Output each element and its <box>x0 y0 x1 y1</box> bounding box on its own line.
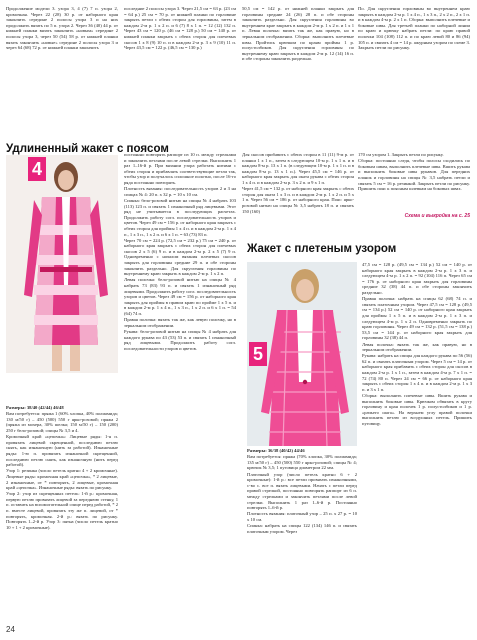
back-paragraph: Спинка: набрать на спицы 122 (134) 146 п. и связать платочным узором. Через <box>247 523 357 534</box>
paragraph: 170 см узором 1. Закрыть петли по рисунку. <box>358 152 444 157</box>
selvedge-paragraph: Кромочный край «цепочка»: Лицевые ряды: 1-я п. провязать лицевой скрещенной, последнюю петлю снять, как изнаночную (нить за работой). Изнаночные ряды: 1-ю п. провязать изнаночной скрещенной, последнюю петлю снять, как изнаночную (нить перед работой). <box>6 434 118 468</box>
paragraph: Рукава: бело-розовой нитью на спицы № 4 набрать для каждого рукава по 43 (53) 53 п. и связать 1 изнаночный ряд лицевыми. Продолжить работу согл. последовательности узоров и цветов. <box>124 328 236 351</box>
paragraph: Правая полочка: вязать так же, как левую полочку, но в зеркальном отображении. <box>124 317 236 328</box>
paragraph: 47,5 см = 128 р. (49,5 см = 134 р.) 52 см = 140 р. от наборного края закрыть в каждом 2-м р. 1 х 3 п. и следующем 4-м р. 1 х 2 п. = 92 (104) 116 п. Через 65 см = 176 р. от наборного края закрыть для горловины средние 32 (38) 44 п. и обе стороны закончить раздельно. <box>362 262 472 295</box>
paragraph: Левая полочка: бело-розовой нитью на спицы № 4 набрать 73 (83) 93 п. и связать 1 изнаночный ряд лицевыми. Продолжить работу согл. последовательность узоров и цветов. Через 49 см = 156 р. от наборного края закрыть для проймы в правом краю по пройме 1 х 5 п. и в каждом 2-м р. 1 х 4 п., 1 х 3 п., 1 х 2 п. и 6 х 1 п. = 54 (64) 74 п. <box>124 277 236 316</box>
section-title-braided-jacket: Жакет с плетеным узором <box>247 243 397 255</box>
model-number-badge: 5 <box>249 342 267 366</box>
paragraph: Правая полочка: набрать на спицы 62 (68) 74 п. и связать платочным узором. Через 47,5 см = 128 р. (49,5 см = 134 р.) 52 см = 140 р. от наборного края закрыть для проймы 1 х 5 п. и в каждом 2-м р. 1 х 3 п. и следующем 4-м р. 1 х 2 п. Одновременно закрыть по краю горловины. Через 49 см = 132 р. (51,5 см = 138 р.) 53,5 см = 144 р. от наборного края закрыть для горловины 32 (38) 44 п. <box>362 296 472 341</box>
pattern-paragraph: Платочный узор (число петель кратно 6 + 2 кромочные): 1-й р.: все петли провязать изнаночными, с-во с. все п. вязать лицевыми. Начать с петли перед правой стрелкой, постоянно повторять раппорт из 6 п. между стрелками и закончить петлями после левой стрелки. Выполнить 1 раз 1–6-й р. Постоянно повторять 1–6-й р. <box>247 471 357 511</box>
continued-text-column-4 <box>358 6 470 138</box>
scheme-reference: Схема и выкройка на с. 25 <box>404 213 470 219</box>
instructions-column-6 <box>362 262 472 628</box>
continued-text-column-1 <box>6 6 118 138</box>
sizes-line: Размеры: 38/40 (42/44) 46/48 <box>6 405 64 410</box>
model-number-badge: 4 <box>28 157 46 181</box>
paragraph: Левая полочка: вязать так же, как правую, но в зеркальном отображении. <box>362 341 472 353</box>
page-number: 24 <box>6 625 15 634</box>
continued-text-column-3 <box>242 6 354 138</box>
paragraph: Сборка: выполнить плечевые швы. Вшить рукава и выполнить боковые швы. Крючком обвязать в кругу горловину и края полочек 1 р. полустолбиков и 1 р. «рачьего шага». На верхнем углу правой полочки выполнить петлю из воздушных петель. Пришить пуговицу. <box>362 393 472 426</box>
continued-text-column-2 <box>124 6 236 138</box>
instructions-column-5 <box>247 448 357 628</box>
paragraph: Продолжение модели 3. узора 3, 4 (7) 7 п. узора 2, кромочная. Через 22 (28) 30 р. от наборного края закончить середине 2 полосы узора 3 и на них продолжить вязать по 5 п. узора 2. Через 36 (40) 44 р. от нижней планки вязать закончить «новым» середине 2 полосы узора 3, через 50 (54) 58 р. от нижней планки вязать закончить «новые» середине 2 полосы узора 3 и через 64 (68) 72 р. от нижней планки закончить <box>6 6 118 51</box>
section-title-jacket-with-belt: Удлиненный жакет с поясом <box>6 143 169 155</box>
paragraph: постоянно повторять раппорт из 10 п. между стрелками и закончить петлями после левой стрелки. Выполнить 1 раз 1–16-й р. При вязании узора работать нитями с обеих сторон и прибавлять соответствующие петли так, чтобы узор и получалось сплошное полотно, после 16-го ряда постоянно повторять. <box>124 152 236 185</box>
instructions-column-3 <box>242 152 354 244</box>
sizes-line: Размеры: 36/38 (40/42) 44/46 <box>247 448 305 453</box>
pattern2-paragraph: Узор 2: узор из скрещенных петель: 1-й р.: кромочная, первую петлю провязать лицевой за переднюю стенку, 1 п. оставить на вспомогательной спице перед работой, * 2 п. вместе лицевой, провязать эту же п. лицевой, от * повторять, кромочная. 2-й р.: вязать по рисунку. Повторять 1–2-й р. Узор 3: пятна (число петель кратно 10 + 1 + 2 кромочные). <box>6 491 118 530</box>
paragraph: Сборка: постоянно следя, чтобы полосы сходились по боковым швам, выполнить плечевые швы. Вшить рукава и выполнить боковые швы рукавов. Для передних планок и горловины на спицы № 3,5 набрать петли и связать 5 см = 16 р. резинкой. Закрыть петли по рисунку. Пришить пояс к поясным шлевкам на боковых швах. <box>358 158 470 192</box>
paragraph: Через 41,5 см = 132 р. от наборного края закрыть с обеих сторон для оката 1 х 3 п. и в каждом 2-м р. 1 х 2 п. и 5 х 1 п. Через 56 см = 186 р. от наборного края. Пояс: ярко-розовой нитью на спицы № 3,5 набрать 18 п. и связать 150 (160) <box>242 186 354 214</box>
instructions-column-4 <box>358 152 470 212</box>
gauge-paragraph: Плотность вязания: платочный узор – 25 п. х 27 р. = 10 х 10 см. <box>247 511 357 522</box>
instructions-column-2 <box>124 152 236 627</box>
paragraph: 50,5 см = 142 р. от нижней планки закрыть для горловины средние 24 (26) 28 п. и обе стороны закончить раздельно. Для скругления горловины во внутреннем крае закрыть в каждом 2-м р. 1 х 2 п. и 1 х 1 п. Левая полочка: вязать так же, как правую, но в зеркальном отображении. Сборка: выполнить плечевые швы. Пройтись крючком по краям проймы 1 р. полустолбиков. Для скругления горловины по внутреннему краю закрыть в каждом 2-м р. 12 (14) 16 п. и обе стороны закончить раздельно. <box>242 6 354 62</box>
paragraph: последние 2 полосы узора 3. Через 21,5 см = 63 р. (23 см = 64 р.) 25 см = 70 р. от нижней планки по горловине закрыть петли с обеих сторон для горловины, затем в каждом 2-м р. 1 х 2 п. и 6 (7) 8 х 1 п. = 12 (12) 132 п. Через 43 см = 120 р. (46 см = 128 р.) 50 см = 140 р. от нижней планки закрыть с обеих сторон для плечевых скосов 1 х 8 (9) 10 п. и в каждом 2-м р. 3 х 9 (10) 11 п. Через 43,5 см = 122 р. (46,5 см = 130 р.) <box>124 6 236 51</box>
pattern1-paragraph: Узор 1: резинка (число петель кратно 4 + 2 кромочные). Лицевые ряды: кромочная край «цепочка», * 2 лицевые, 2 изнаночные, от * повторять, 2 лицевые, кромочная край «цепочка». Изнаночные ряды: вязать по рисунку. <box>6 468 118 491</box>
paragraph: Рукава: набрать на спицы для каждого рукава по 56 (56) 62 п. и связать платочным узором. Через 5 см = 14 р. от наборного края прибавить с обеих сторон для скосов в каждом 2-м р. 1 х 1 п., затем в каждом 4-м р. 7 х 1 п. = 72 (74) 80 п. Через 24 см = 66 р. от наборного края закрыть с обеих сторон 1 х 4 п. и в каждом 2-м р. 1 х 3 п. и 3 х 1 п. <box>362 353 472 392</box>
paragraph: Через 70 см = 224 р. (72,5 см = 232 р.) 75 см = 240 р. от наборного края закрыть с обеих сторон для плечевых скосов 2 х 5 (6) 9 п. и в каждом 2-м р. 2 х 5 (7) 9 п. Одновременно с началом вязания плечевых скосов закрыть для горловины средние 29 п. и обе стороны закончить раздельно. Для скругления горловины по внутреннему краю закрыть в каждом 2-м р. 1 х 2 п. <box>124 237 236 277</box>
instructions-column-1 <box>6 405 118 627</box>
paragraph: Плотность вязания: последовательность узоров 2 и 3 на спицах № 4: 20 п. х 32 р. = 10 х 10 см. <box>124 186 236 197</box>
photo-illustration <box>6 155 118 373</box>
materials-paragraph: Вам потребуется: пряжа 1 (60% хлопка, 40% полиамида; 130 м/50 г) – 450 (500) 550 г ярко-розовой; пряжа 2 (пряжа из мохера, 30% шелка; 150 м/50 г) – 150 (200) 250 г бело-розовой; спицы № 3,5 и 4. <box>6 411 118 433</box>
model-photo-jacket-with-belt <box>6 155 118 373</box>
paragraph: По. Для скругления горловины во внутреннем краю закрыть в каждом 2-м р. 1 х 4 п., 1 х 3 п., 2 х 2 п., 2 х 1 п. и в каждом 4-м р. 2 х 1 п. Сборка: выполнить плечевые и боковые швы. Для третьей планки по наборной линии по краю и крючку набрать петли: по краю правой полочки 104 (108) 112 п. и по краю левой 80 и 86 (94) 105 п. и связать 4 см = 14 р. ажурным узором по схеме 3. Закрыть петли по рисунку. <box>358 6 470 51</box>
materials-paragraph: Вам потребуется: пряжа (70% хлопка, 30% полиамида; 135 м/50 г) – 450 (500) 550 г ярко-розовой; спицы № 4; крючок № 3,5; 1 пуговица диаметром 22 мм. <box>247 454 357 471</box>
paragraph: Спинка: бело-розовой нитью на спицы № 4 набрать 103 (113) 123 п. и связать 1 изнаночный ряд лицевыми. Этот ряд не учитывается в последующих расчетах. Продолжить работу согл. последовательность узоров и цветов. Через 49 см = 156 р. от наборного края закрыть с обеих сторон для проймы 1 х 4 п. и в каждом 2-м р. 1 х 4 п., 1 х 3 п., 1 х 2 п. и 6 х 1 п. = 63 (73) 83 п. <box>124 197 236 237</box>
paragraph: Для скосов прибавить с обеих сторон в 11 (11) 9-м р. от планки 1 х 1 п., затем в следующем 10-м р. 1 х 1 п. и в каждом 8-м р. 13 х 1 п. (в следующем 10-м р. 1 х 1 п. и в каждом 8-м р. 13 х 1 п.). Через 45,5 см = 146 р. от наборного края закрыть для оката рукава с обеих сторон 1 х 4 п. и в каждом 2-м р. 3 х 2 п. и 9 х 1 п. <box>242 152 354 185</box>
